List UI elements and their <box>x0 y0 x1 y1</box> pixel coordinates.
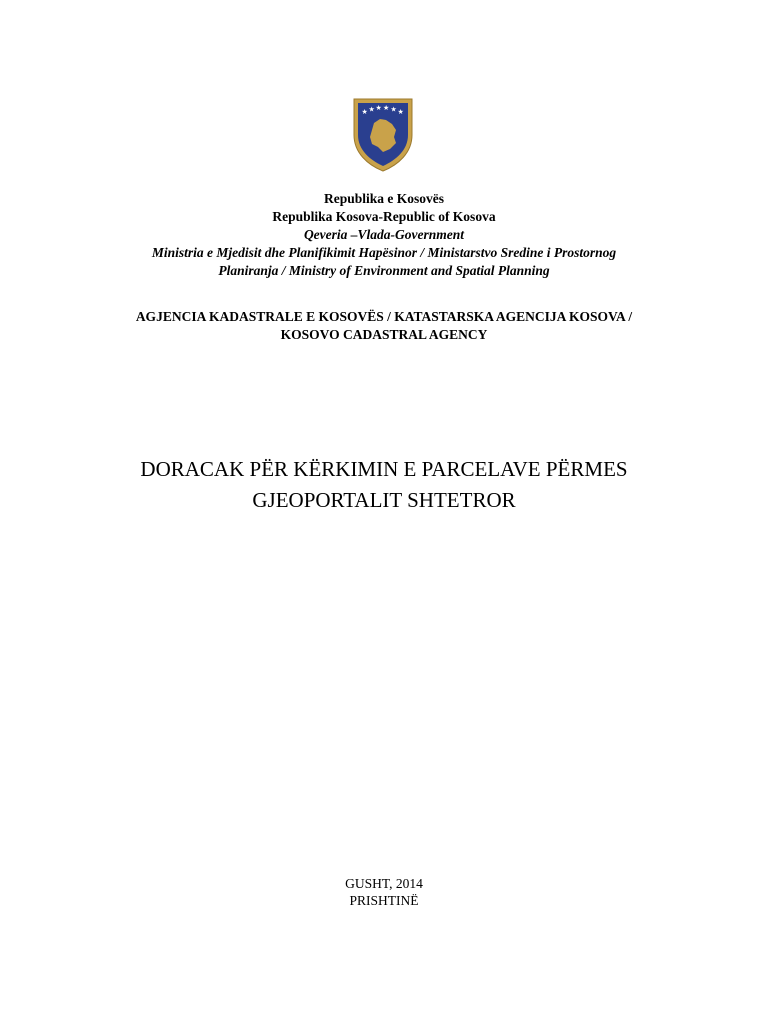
republic-name-albanian: Republika e Kosovës <box>323 191 445 206</box>
ministry-name-line2: Planiranja / Ministry of Environment and Spatial Planning <box>218 263 550 278</box>
svg-text:★: ★ <box>383 104 390 112</box>
agency-name-line1: AGJENCIA KADASTRALE E KOSOVËS / KATASTARSKA AGENCIJA KOSOVA / <box>135 309 633 324</box>
government-header <box>0 190 768 280</box>
agency-header <box>0 308 768 344</box>
government-name: Qeveria –Vlada-Government <box>303 227 465 242</box>
svg-text:★: ★ <box>397 108 404 116</box>
svg-text:★: ★ <box>390 105 397 114</box>
document-title <box>0 454 768 516</box>
svg-text:★: ★ <box>368 105 375 114</box>
ministry-name-line1: Ministria e Mjedisit dhe Planifikimit Hapësinor / Ministarstvo Sredine i Prostornog <box>151 245 617 260</box>
document-footer <box>0 875 768 909</box>
document-date: GUSHT, 2014 <box>345 876 423 891</box>
svg-text:★: ★ <box>361 108 368 116</box>
kosovo-coat-of-arms-icon <box>352 97 414 173</box>
svg-text:★: ★ <box>375 104 382 112</box>
document-title-line1: DORACAK PËR KËRKIMIN E PARCELAVE PËRMES <box>140 457 628 481</box>
document-place: PRISHTINË <box>349 893 419 908</box>
document-title-line2: GJEOPORTALIT SHTETROR <box>252 488 516 512</box>
republic-name-multilingual: Republika Kosova-Republic of Kosova <box>272 209 496 224</box>
agency-name-line2: KOSOVO CADASTRAL AGENCY <box>280 327 488 342</box>
